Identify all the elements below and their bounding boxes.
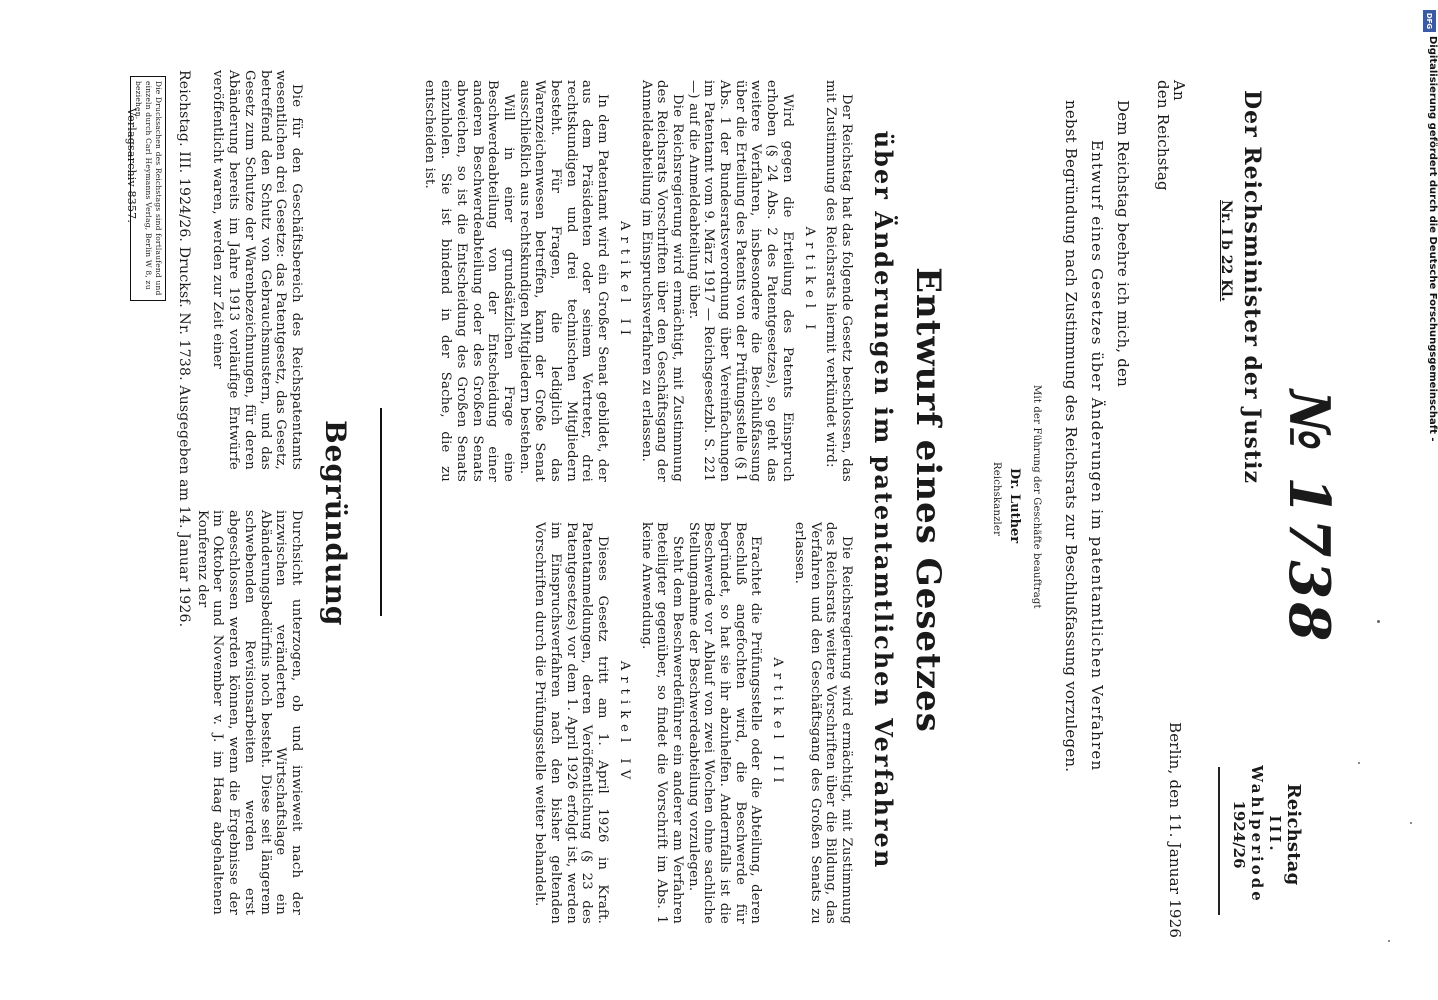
bill-title: Entwurf eines Gesetzes <box>908 267 948 733</box>
begruendung-right-column <box>194 510 304 915</box>
article-1-heading: Artikel I <box>801 226 817 336</box>
bill-subtitle: über Änderungen im patentamtlichen Verfahren <box>869 130 898 870</box>
dfg-logo: DFG <box>1423 10 1436 32</box>
begruendung-heading: Begründung <box>319 420 352 627</box>
article-2-paragraph-2: Will in einer grundsätzlichen Frage eine Beschwerdeabteilung von der Entscheidung einer anderen Beschwerdeabteilung oder des Großen Senats abweichen, so ist die Entscheidung des Großen Senats einzuholen. Sie ist bindend in der Sache, die zu entscheiden ist. <box>422 80 516 482</box>
reichstag-label: Reichstag <box>1283 783 1304 886</box>
ministry-reference: Nr. I b 22 Kl. <box>1218 200 1234 302</box>
imprint-line: Reichstag. III. 1924/26. Drucksf. Nr. 1738. Ausgegeben am 14. Januar 1926. <box>176 70 192 628</box>
bill-text-right-column <box>532 522 854 924</box>
digitization-credit: Digitalisierung gefördert durch die Deutsche Forschungsgemeinschaft - <box>1427 36 1438 442</box>
letter-date: Berlin, den 11. Januar 1926 <box>1166 722 1184 939</box>
scan-speck <box>1388 940 1390 942</box>
article-4-heading: Artikel IV <box>616 660 632 786</box>
scan-speck <box>1377 620 1380 623</box>
section-divider <box>380 408 382 616</box>
document-number: № 1738 <box>1276 390 1342 645</box>
scan-speck <box>1410 822 1412 824</box>
law-preamble: Der Reichstag hat das folgende Gesetz beschlossen, das mit Zustimmung des Reichsrats hiermit verkündet wird: <box>823 80 854 482</box>
address-line-2: den Reichstag <box>1154 80 1172 191</box>
intro-line-2: Entwurf eines Gesetzes über Änderungen im patentamtlichen Verfahren <box>1088 140 1106 772</box>
distribution-note: Die Drucksachen des Reichstags sind fortlaufend und einzeln durch Carl Heymanns Verlag, Berlin W 8, zu beziehen. <box>130 76 166 301</box>
scan-speck <box>1358 762 1360 764</box>
archive-number: Verlagsarchiv 8357. <box>125 108 138 224</box>
article-2-heading: Artikel II <box>616 221 632 341</box>
begruendung-paragraph-2: Durchsicht unterzogen, ob und inwieweit nach der inzwischen veränderten Wirtschaftslage ein Abänderungsbedürfnis noch besteht. Diese seit längerem schwebenden Revisionsarbeiten werden erst abgeschlossen werden können, wenn die Ergebnisse der im Oktober und November v. J. im Haag abgehaltenen Konferenz der <box>194 510 304 915</box>
digitization-stamp <box>1422 8 1438 442</box>
article-2-paragraph-1: In dem Patentamt wird ein Großer Senat gebildet, der aus dem Präsidenten oder seinem Vertreter, drei rechtskundigen und drei technischen Mitgliedern besteht. Für Fragen, die lediglich das Warenzeichenwesen betreffen, kann der Große Senat ausschließlich aus rechtskundigen Mitgliedern bestehen. <box>516 80 611 482</box>
article-3-heading: Artikel III <box>770 657 786 789</box>
article-4-paragraph-1: Dieses Gesetz tritt am 1. April 1926 in Kraft. Patentanmeldungen, deren Veröffentlichung (§ 23 des Patentgesetzes) vor dem 1. April 1926 erfolgt ist, werden im Einspruchsverfahren nach den bisher geltenden Vorschriften durch die Prüfungsstelle weiter behandelt. <box>532 522 611 924</box>
article-2-paragraph-3: Die Reichsregierung wird ermächtigt, mit Zustimmung des Reichsrats weitere Vorschriften über die Bildung, das Verfahren und den Geschäftsgang des Großen Senats zu erlassen. <box>791 522 854 924</box>
article-3-paragraph-2: Steht dem Beschwerdeführer ein anderer am Verfahren Beteiligter gegenüber, so findet die Vorschrift im Abs. 1 keine Anwendung. <box>638 522 685 924</box>
begruendung-left-column <box>210 70 304 470</box>
article-1-paragraph-1: Wird gegen die Erteilung des Patents Einspruch erhoben (§ 24 Abs. 2 des Patentgesetzes), so geht das weitere Verfahren, insbesondere die Beschlußfassung über die Erteilung des Patents von der Prüfungsstelle (§ 1 Abs. 1 der Bundesratsverordnung über Vereinfachungen im Patentamt vom 9. März 1917 — Reichsgesetzbl. S. 221 —) auf die Anmeldeabteilung über. <box>685 80 795 482</box>
ministry-title: Der Reichsminister der Justiz <box>1239 90 1265 484</box>
intro-line-3: nebst Begründung nach Zustimmung des Reichsrats zur Beschlußfassung vorzulegen. <box>1062 100 1080 773</box>
period-years: 1924/26 <box>1230 800 1248 869</box>
begruendung-paragraph-1: Die für den Geschäftsbereich des Reichspatentamts wesentlichen drei Gesetze: das Patentgesetz, das Gesetz, betreffend den Schutz von Gebrauchsmustern, und das Gesetz zum Schutze der Warenbezeichnungen, für deren Abänderung bereits im Jahre 1913 vorläufige Entwürfe veröffentlicht waren, werden zur Zeit einer <box>210 70 304 470</box>
intro-line-1: Dem Reichstag beehre ich mich, den <box>1114 100 1132 387</box>
signature-role: Reichskanzler <box>991 462 1002 537</box>
electoral-period: III. Wahlperiode <box>1248 765 1284 904</box>
article-1-paragraph-2: Die Reichsregierung wird ermächtigt, mit Zustimmung des Reichsrats Vorschriften über den Geschäftsgang der Anmeldeabteilung im Einspruchsverfahren zu erlassen. <box>638 80 685 482</box>
signature-name: Dr. Luther <box>1007 468 1022 544</box>
reichstag-block <box>1230 752 1302 917</box>
article-3-paragraph-1: Erachtet die Prüfungsstelle oder die Abteilung, deren Beschluß angefochten wird, die Beschwerde für begründet, so hat sie ihr abzuhelfen. Andernfalls ist die Beschwerde vor Ablauf von zwei Wochen ohne sachliche Stellungnahme der Beschwerdeabteilung vorzulegen. <box>685 522 764 924</box>
bill-text-left-column <box>422 80 854 482</box>
address-line-1: An <box>1170 80 1188 101</box>
scanned-document-page <box>125 0 1430 1000</box>
reichstag-rule <box>1218 767 1220 915</box>
signature-onbehalf: Mit der Führung der Geschäfte beauftragt <box>1031 385 1042 609</box>
